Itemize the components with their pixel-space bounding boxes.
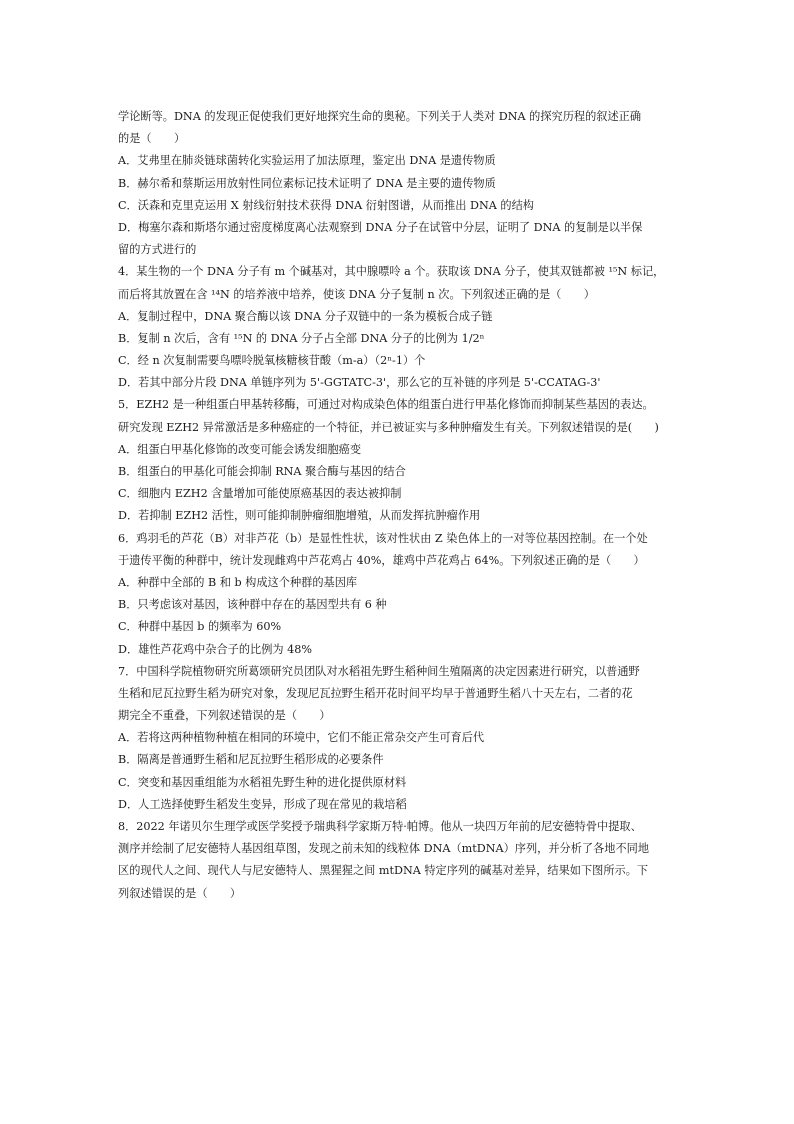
document-page [118, 106, 682, 905]
option-c: C．突变和基因重组能为水稻祖先野生种的进化提供原材料 [118, 775, 407, 789]
option-b: B．隔离是普通野生稻和尼瓦拉野生稻形成的必要条件 [118, 753, 384, 767]
option-c: C．经 n 次复制需要鸟嘌呤脱氧核糖核苷酸（m-a）（2ⁿ-1）个 [118, 354, 426, 368]
option-c: C．细胞内 EZH2 含量增加可能使原癌基因的表达被抑制 [118, 487, 402, 501]
option-c: C．沃森和克里克运用 X 射线衍射技术获得 DNA 衍射图谱，从而推出 DNA 的结构 [118, 198, 534, 212]
option-b: B．复制 n 次后，含有 ¹⁵N 的 DNA 分子占全部 DNA 分子的比例为 1/2ⁿ [118, 331, 485, 345]
question-4: 4．某生物的一个 DNA 分子有 m 个碱基对，其中腺嘌呤 a 个。获取该 DNA 分子，使其双链都被 ¹⁵N 标记， [118, 265, 665, 279]
question-5: 5．EZH2 是一种组蛋白甲基转移酶，可通过对构成染色体的组蛋白进行甲基化修饰而抑制某些基因的表达。 [118, 398, 654, 412]
option-d: D．若抑制 EZH2 活性，则可能抑制肿瘤细胞增殖，从而发挥抗肿瘤作用 [118, 509, 481, 523]
option-a: A．复制过程中，DNA 聚合酶以该 DNA 分子双链中的一条为模板合成子链 [118, 309, 493, 323]
text-line: 期完全不重叠，下列叙述错误的是（ ） [118, 709, 331, 723]
question-8: 8．2022 年诺贝尔生理学或医学奖授予瑞典科学家斯万特·帕博。他从一块四万年前的尼安德特骨中提取、 [118, 820, 642, 833]
text-line: 而后将其放置在含 ¹⁴N 的培养液中培养，使该 DNA 分子复制 n 次。下列叙述正确的是（ ） [118, 287, 595, 301]
text-line: 生稻和尼瓦拉野生稻为研究对象，发现尼瓦拉野生稻开花时间平均早于普通野生稻八十天左右，二者的花 [118, 686, 633, 700]
option-a: A．组蛋白甲基化修饰的改变可能会诱发细胞癌变 [118, 442, 362, 456]
text-line: 学论断等。DNA 的发现正促使我们更好地探究生命的奥秘。下列关于人类对 DNA 的探究历程的叙述正确 [118, 110, 642, 123]
option-b: B．赫尔希和蔡斯运用放射性同位素标记技术证明了 DNA 是主要的遗传物质 [118, 176, 496, 190]
option-d: D．若其中部分片段 DNA 单链序列为 5'-GGTATC-3'，那么它的互补链的序列是 5'-CCATAG-3' [118, 376, 601, 390]
option-a: A．艾弗里在肺炎链球菌转化实验运用了加法原理，鉴定出 DNA 是遗传物质 [118, 154, 496, 168]
option-d: D．人工选择使野生稻发生变异，形成了现在常见的栽培稻 [118, 797, 407, 811]
option-c: C．种群中基因 b 的频率为 60% [118, 620, 282, 634]
text-line: 的是（ ） [118, 132, 186, 146]
option-b: B．只考虑该对基因，该种群中存在的基因型共有 6 种 [118, 598, 387, 612]
question-6: 6．鸡羽毛的芦花（B）对非芦花（b）是显性性状，该对性状由 Z 染色体上的一对等位基因控制。在一个处 [118, 531, 648, 545]
text-line: 测序并绘制了尼安德特人基因组草图，发现之前未知的线粒体 DNA（mtDNA）序列，并分析了各地不同地 [118, 842, 650, 856]
text-line: 列叙述错误的是（ ） [118, 886, 242, 900]
text-line: 区的现代人之间、现代人与尼安德特人、黑猩猩之间 mtDNA 特定序列的碱基对差异，结果如下图所示。下 [118, 864, 649, 878]
text-line: 研究发现 EZH2 异常激活是多种癌症的一个特征，并已被证实与多种肿瘤发生有关。下列叙述错误的是( ) [118, 420, 659, 434]
question-7: 7．中国科学院植物研究所葛颂研究员团队对水稻祖先野生稻种间生殖隔离的决定因素进行研究，以普通野 [118, 664, 640, 678]
option-b: B．组蛋白的甲基化可能会抑制 RNA 聚合酶与基因的结合 [118, 465, 406, 478]
text-line: 于遗传平衡的种群中，统计发现雌鸡中芦花鸡占 40%，雄鸡中芦花鸡占 64%。下列叙述正确的是（ ） [118, 553, 645, 567]
option-d: D．梅塞尔森和斯塔尔通过密度梯度离心法观察到 DNA 分子在试管中分层，证明了 DNA 的复制是以半保 [118, 220, 643, 234]
option-a: A．若将这两种植物种植在相同的环境中，它们不能正常杂交产生可育后代 [118, 731, 485, 745]
text-line: 留的方式进行的 [118, 243, 197, 257]
option-a: A．种群中全部的 B 和 b 构成这个种群的基因库 [118, 575, 358, 589]
option-d: D．雄性芦花鸡中杂合子的比例为 48% [118, 642, 313, 656]
